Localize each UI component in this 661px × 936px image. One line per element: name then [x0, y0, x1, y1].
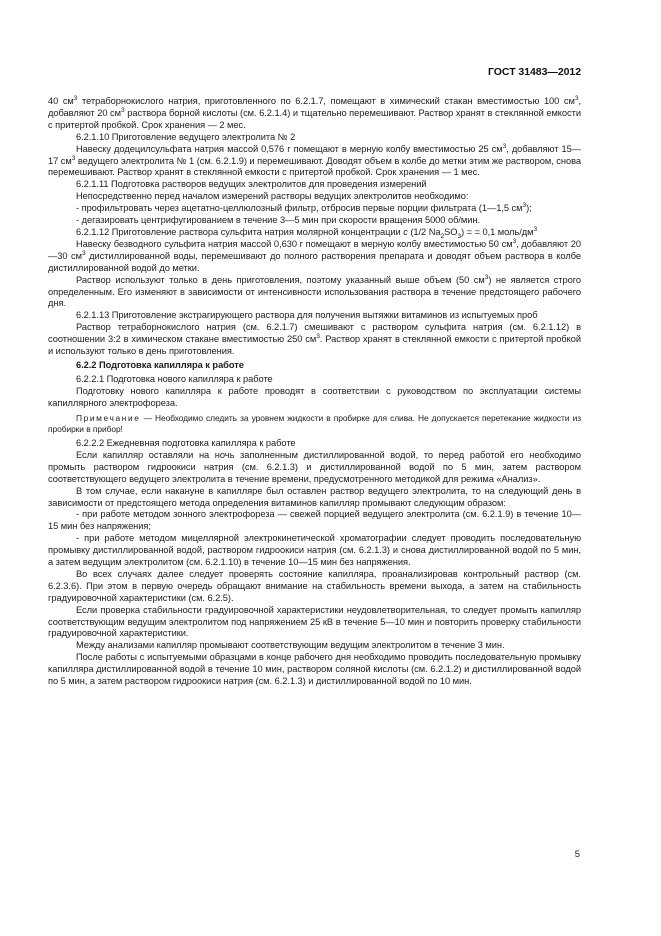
- text-run: ) = = 0,1 моль/дм: [461, 226, 534, 237]
- page-number: 5: [574, 849, 580, 860]
- paragraph: [48, 386, 581, 410]
- paragraph: [48, 215, 581, 227]
- text-run: - дегазировать центрифугированием в течение 3—5 мин при скорости вращения 5000 об/мин.: [76, 215, 480, 226]
- paragraph: [48, 450, 581, 486]
- text-run: , добавляют 20—30 см: [48, 238, 581, 261]
- superscript: 3: [121, 106, 125, 114]
- superscript: 3: [71, 154, 76, 162]
- standard-header: ГОСТ 31483—2012: [488, 66, 581, 78]
- text-run: Между анализами капилляр промывают соответствующим ведущим электролитом в течение 3 мин.: [76, 640, 505, 651]
- text-run: , добавляют 15—17 см: [48, 143, 581, 166]
- text-run: В том случае, если накануне в капилляре был оставлен раствор ведущего электролита, то на следующий день в зависимости от предстоящего метода определения витаминов капилляр промывают следующим образом:: [48, 485, 581, 508]
- text-run: Подготовку нового капилляра к работе проводят в соответствии с руководством по эксплуатации системы капиллярного электрофореза.: [48, 385, 581, 408]
- text-run: - при работе методом зонного электрофореза — свежей порцией ведущего электролита (см. 6.2.1.9) в течение 10—15 мин без напряжения;: [48, 509, 581, 532]
- text-run: ведущего электролита № 1 (см. 6.2.1.9) и перемешивают. Доводят объем в колбе до метки этим же раствором, снова перемешивают. Раствор хранят в стеклянной емкости с притертой пробкой. Срок хранения — 1 мес.: [48, 155, 582, 178]
- paragraph: [48, 144, 581, 180]
- note-paragraph: [48, 413, 581, 435]
- paragraph: [48, 322, 581, 358]
- paragraph: [48, 438, 581, 450]
- paragraph: [48, 275, 581, 311]
- text-run: Навеску безводного сульфита натрия массой 0,630 г помещают в мерную колбу вместимостью 50 см: [76, 238, 513, 249]
- document-body: [48, 96, 581, 688]
- paragraph: [48, 486, 581, 510]
- paragraph: [48, 96, 581, 132]
- text-run: Во всех случаях далее следует проверять состояние капилляра, проанализировав контрольный раствор (см. 6.2.3.6). При этом в первую очередь обращают внимание на стабильность времени выхода, а затем на стабильность градуировочной характеристики (см. 6.2.5).: [48, 568, 581, 603]
- text-run: 6.2.1.13 Приготовление экстрагирующего раствора для получения вытяжки витаминов из испытуемых проб: [76, 310, 538, 321]
- text-run: );: [526, 203, 532, 214]
- paragraph: [48, 132, 581, 144]
- superscript: 3: [533, 225, 538, 233]
- text-run: 6.2.1.10 Приготовление ведущего электролита № 2: [76, 131, 296, 142]
- superscript: 3: [502, 142, 507, 150]
- text-run: 6.2.2 Подготовка капилляра к работе: [76, 359, 244, 370]
- text-run: Если проверка стабильности градуировочной характеристики неудовлетворительная, то следует промыть капилляр соответствующим ведущим электролитом под напряжением 25 кВ в течение 5—10 мин и повторить проверку стабильности градуировочной характеристики.: [48, 604, 581, 639]
- subscript: 3: [457, 232, 462, 240]
- subscript: 2: [440, 232, 445, 240]
- text-run: . Раствор хранят в стеклянной емкости с притертой пробкой и используют только в день приготовления.: [48, 334, 581, 357]
- paragraph: [48, 509, 581, 533]
- superscript: 3: [484, 273, 489, 281]
- paragraph: [48, 179, 581, 191]
- text-run: дистиллированной воды, перемешивают до полного растворения препарата и доводят объем раствора в колбе дистиллированной водой до метки.: [48, 250, 581, 273]
- text-run: После работы с испытуемыми образцами в конце рабочего дня необходимо проводить последовательную промывку капилляра дистиллированной водой в течение 10 мин, раствором соляной кислоты (см. 6.2.1.2) и дистиллированной водой по 5 мин, а затем раствором гидроокиси натрия (см. 6.2.1.3) и дистиллированной водой по 10 мин.: [48, 652, 581, 687]
- text-run: Раствор используют только в день приготовления, поэтому указанный выше объем (50 см: [76, 274, 485, 285]
- text-run: Непосредственно перед началом измерений растворы ведущих электролитов необходимо:: [76, 191, 469, 202]
- text-run: 6.2.1.12 Приготовление раствора сульфита натрия молярной концентрации: [76, 226, 404, 237]
- text-run: 6.2.1.11 Подготовка растворов ведущих электролитов для проведения измерений: [76, 179, 427, 190]
- superscript: 3: [574, 94, 579, 102]
- paragraph: [48, 239, 581, 275]
- text-run: Раствор тетраборнокислого натрия (см. 6.2.1.7) смешивают с раствором сульфита натрия (см. 6.2.1.12) в соотношении 3:2 в химическом стакане вместимостью 250 см: [48, 322, 581, 345]
- text-run: 6.2.2.1 Подготовка нового капилляра к работе: [76, 373, 273, 384]
- paragraph: [48, 569, 581, 605]
- text-run: Если капилляр оставляли на ночь заполненным дистиллированной водой, то перед работой его необходимо промыть раствором гидроокиси натрия (см. 6.2.1.3) и дистиллированной водой по 5 мин, затем раствором соответствующего ведущего электролита в течение времени, предусмотренного методикой для режима «Анализ».: [48, 449, 581, 484]
- text-run: тетраборнокислого натрия, приготовленного по 6.2.1.7, помещают в химический стакан вместимостью 100 см: [77, 96, 575, 106]
- text-run: - профильтровать через ацетатно-целлюлозный фильтр, отбросив первые порции фильтрата (1—1,5 см: [76, 203, 523, 214]
- text-run: раствора борной кислоты (см. 6.2.1.4) и тщательно перемешивают. Раствор хранят в стеклянной емкости с притертой пробкой. Срок хранения — 2 мес.: [48, 107, 581, 130]
- text-run: Навеску додецилсульфата натрия массой 0,576 г помещают в мерную колбу вместимостью 25 см: [76, 143, 503, 154]
- paragraph: [48, 203, 581, 215]
- paragraph: [48, 640, 581, 652]
- text-run: (1/2 Na: [407, 226, 441, 237]
- note-label: Примечание: [76, 412, 141, 423]
- paragraph: [48, 374, 581, 386]
- paragraph: [48, 605, 581, 641]
- superscript: 3: [512, 237, 517, 245]
- paragraph: [48, 310, 581, 322]
- superscript: 3: [81, 249, 86, 257]
- superscript: 3: [316, 333, 320, 341]
- superscript: 3: [522, 202, 527, 210]
- superscript: 3: [73, 94, 78, 102]
- text-run: — Необходимо следить за уровнем жидкости в пробирке для слива. Не допускается перетекание жидкости из пробирки в прибор!: [48, 412, 581, 434]
- text-run: SO: [444, 226, 458, 237]
- section-heading: [48, 360, 581, 372]
- text-run: ) не является строго определенным. Его изменяют в зависимости от интенсивности использования раствора в течение предстоящего рабочего дня.: [48, 274, 582, 309]
- text-run: 40 см: [48, 96, 74, 106]
- paragraph: [48, 533, 581, 569]
- text-run: - при работе методом мицеллярной электрокинетической хроматографии следует проводить последовательную промывку дистиллированной водой, раствором гидроокиси натрия (см. 6.2.1.3) и снова дистиллированной водой по 5 мин, а затем ведущим электролитом (см. 6.2.1.10) в течение 10—15 мин без напряжения.: [48, 533, 581, 568]
- text-run: , добавляют 20 см: [48, 96, 581, 118]
- paragraph: [48, 652, 581, 688]
- text-run: 6.2.2.2 Ежедневная подготовка капилляра к работе: [76, 437, 296, 448]
- italic-symbol: c: [403, 226, 408, 237]
- paragraph: [48, 191, 581, 203]
- paragraph: [48, 227, 581, 239]
